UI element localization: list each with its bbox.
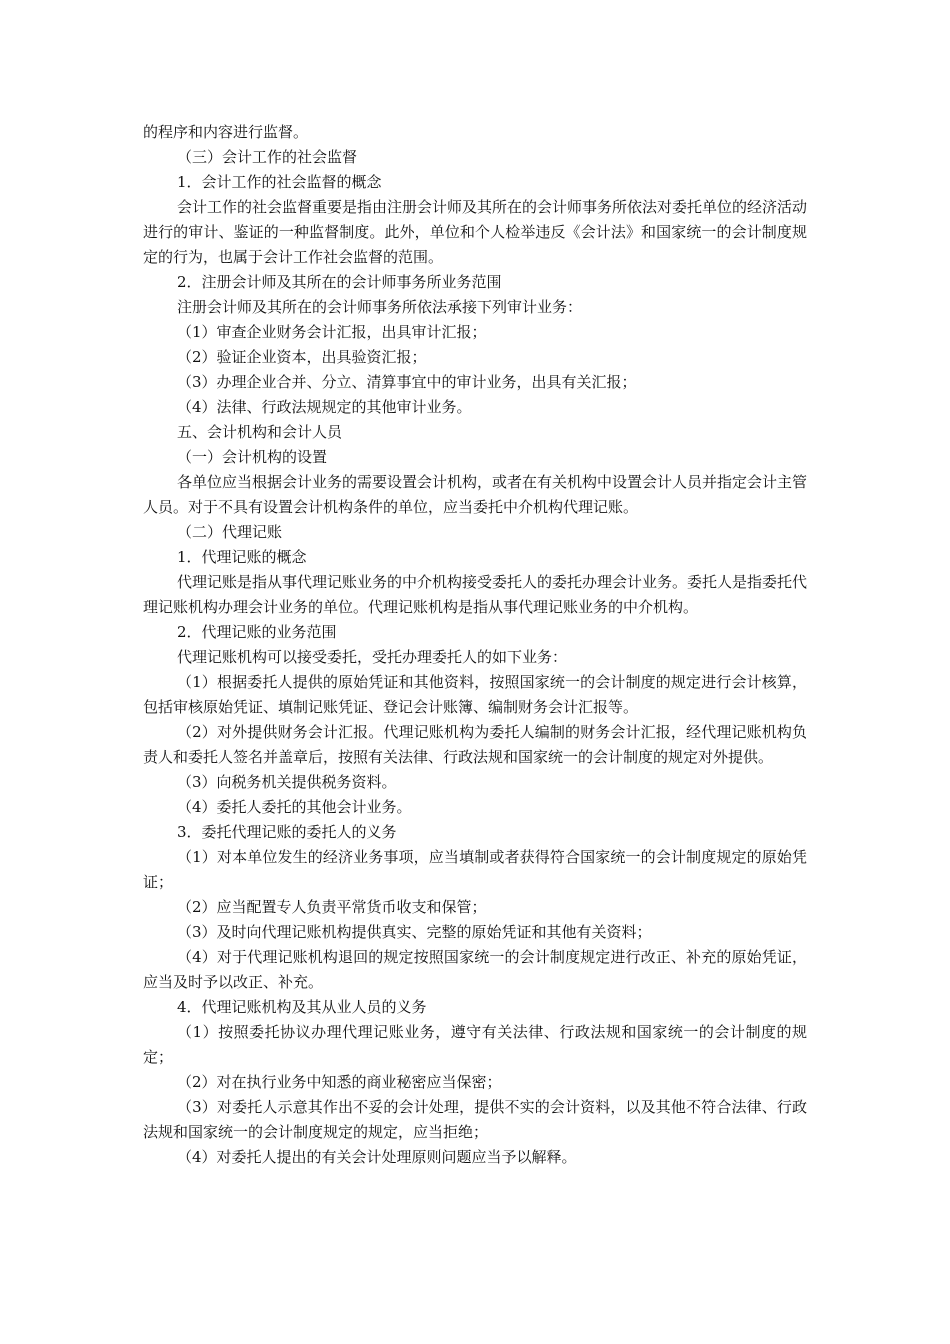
list-item: （2）对外提供财务会计汇报。代理记账机构为委托人编制的财务会计汇报，经代理记账机构负责人和委托人签名并盖章后，按照有关法律、行政法规和国家统一的会计制度的规定对外提供。 xyxy=(143,723,807,766)
list-item: （2）应当配置专人负责平常货币收支和保管； xyxy=(177,898,487,916)
subsection-heading: 2．注册会计师及其所在的会计师事务所业务范围 xyxy=(177,273,502,291)
list-item: （4）法律、行政法规规定的其他审计业务。 xyxy=(177,398,472,416)
list-item: （4）对委托人提出的有关会计处理原则问题应当予以解释。 xyxy=(177,1148,577,1166)
paragraph: 的程序和内容进行监督。 xyxy=(143,123,309,141)
list-item: （2）对在执行业务中知悉的商业秘密应当保密； xyxy=(177,1073,502,1091)
section-heading: （二）代理记账 xyxy=(177,523,283,541)
list-item: （3）对委托人示意其作出不妥的会计处理，提供不实的会计资料，以及其他不符合法律、行政法规和国家统一的会计制度规定的规定，应当拒绝； xyxy=(143,1098,807,1141)
subsection-heading: 3．委托代理记账的委托人的义务 xyxy=(177,823,397,841)
list-item: （3）办理企业合并、分立、清算事宜中的审计业务，出具有关汇报； xyxy=(177,373,637,391)
list-item: （4）委托人委托的其他会计业务。 xyxy=(177,798,412,816)
paragraph: 代理记账机构可以接受委托，受托办理委托人的如下业务： xyxy=(177,648,568,666)
paragraph: 注册会计师及其所在的会计师事务所依法承接下列审计业务： xyxy=(177,298,583,316)
subsection-heading: 4．代理记账机构及其从业人员的义务 xyxy=(177,998,427,1016)
subsection-heading: 2．代理记账的业务范围 xyxy=(177,623,337,641)
chapter-heading: 五、会计机构和会计人员 xyxy=(177,423,343,441)
list-item: （2）验证企业资本，出具验资汇报； xyxy=(177,348,427,366)
paragraph: 会计工作的社会监督重要是指由注册会计师及其所在的会计师事务所依法对委托单位的经济活动进行的审计、鉴证的一种监督制度。此外，单位和个人检举违反《会计法》和国家统一的会计制度规定的行为，也属于会计工作社会监督的范围。 xyxy=(143,198,808,266)
list-item: （3）向税务机关提供税务资料。 xyxy=(177,773,397,791)
list-item: （1）审查企业财务会计汇报，出具审计汇报； xyxy=(177,323,487,341)
subsection-heading: 1．代理记账的概念 xyxy=(177,548,307,566)
section-heading: （一）会计机构的设置 xyxy=(177,448,328,466)
subsection-heading: 1．会计工作的社会监督的概念 xyxy=(177,173,382,191)
list-item: （1）根据委托人提供的原始凭证和其他资料，按照国家统一的会计制度的规定进行会计核算，包括审核原始凭证、填制记账凭证、登记会计账簿、编制财务会计汇报等。 xyxy=(143,673,807,716)
list-item: （3）及时向代理记账机构提供真实、完整的原始凭证和其他有关资料； xyxy=(177,923,652,941)
list-item: （1）按照委托协议办理代理记账业务，遵守有关法律、行政法规和国家统一的会计制度的规定； xyxy=(143,1023,807,1066)
list-item: （4）对于代理记账机构退回的规定按照国家统一的会计制度规定进行改正、补充的原始凭证，应当及时予以改正、补充。 xyxy=(143,948,807,991)
document-page xyxy=(143,120,807,1170)
paragraph: 代理记账是指从事代理记账业务的中介机构接受委托人的委托办理会计业务。委托人是指委托代理记账机构办理会计业务的单位。代理记账机构是指从事代理记账业务的中介机构。 xyxy=(143,573,808,616)
section-heading: （三）会计工作的社会监督 xyxy=(177,148,358,166)
paragraph: 各单位应当根据会计业务的需要设置会计机构，或者在有关机构中设置会计人员并指定会计主管人员。对于不具有设置会计机构条件的单位，应当委托中介机构代理记账。 xyxy=(143,473,808,516)
list-item: （1）对本单位发生的经济业务事项，应当填制或者获得符合国家统一的会计制度规定的原始凭证； xyxy=(143,848,807,891)
